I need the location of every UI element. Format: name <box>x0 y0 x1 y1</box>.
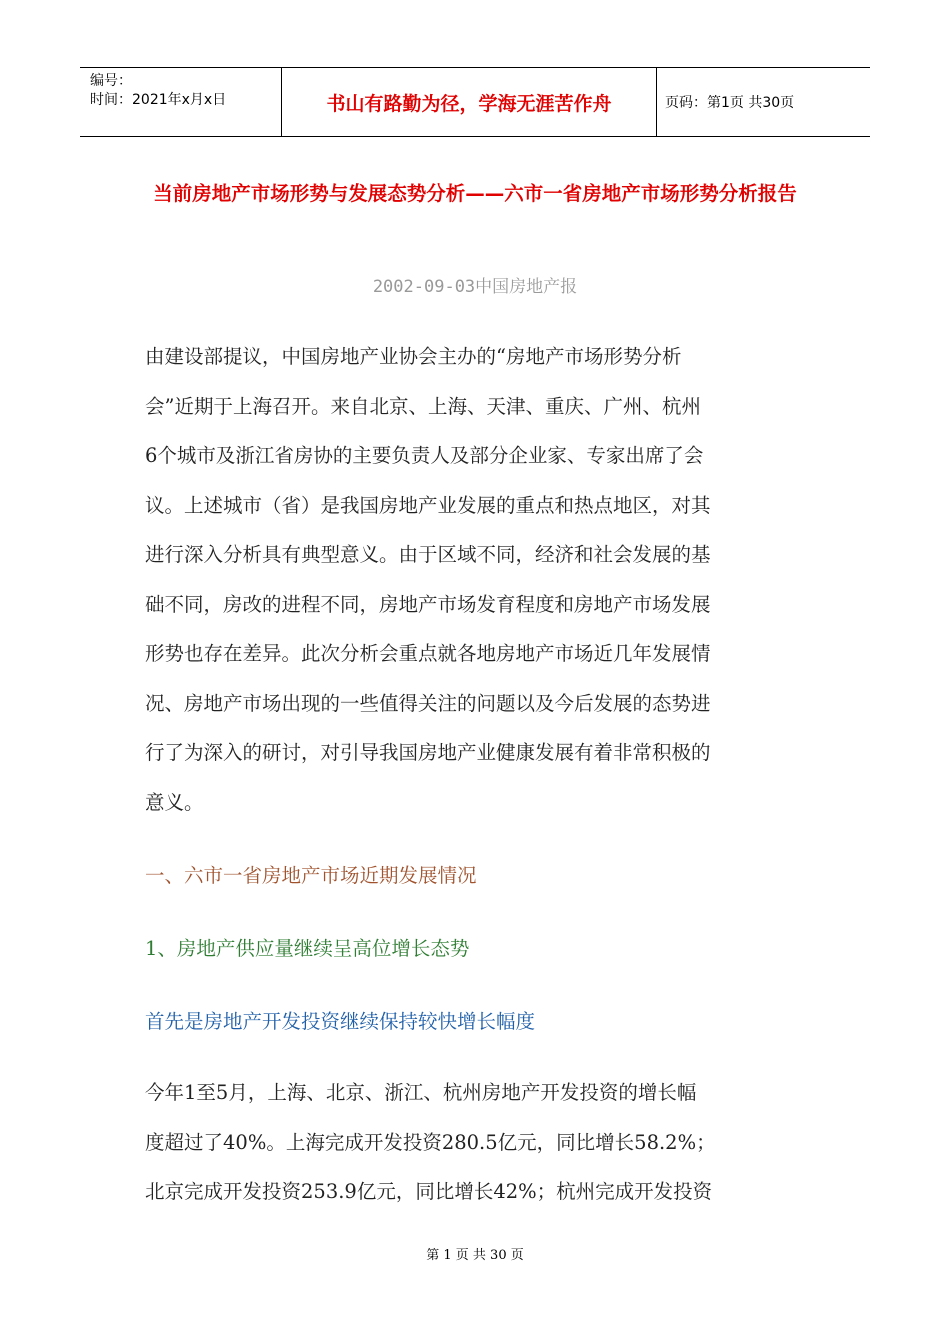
article-title: 当前房地产市场形势与发展态势分析——六市一省房地产市场形势分析报告 <box>153 182 797 205</box>
header-divider <box>656 68 657 136</box>
text-line: 况、房地产市场出现的一些值得关注的问题以及今后发展的态势进 <box>145 691 711 715</box>
text-line: 议。上述城市（省）是我国房地产业发展的重点和热点地区，对其 <box>145 493 711 517</box>
subsection-heading: 1、房地产供应量继续呈高位增长态势 <box>145 937 470 960</box>
time-label: 时间：2021年x月x日 <box>90 92 227 108</box>
text-line: 会”近期于上海召开。来自北京、上海、天津、重庆、广州、杭州 <box>145 394 701 418</box>
header-motto: 书山有路勤为径，学海无涯苦作舟 <box>326 92 612 115</box>
number-label: 编号： <box>90 73 132 89</box>
header-meta <box>90 72 280 110</box>
text-line: 形势也存在差异。此次分析会重点就各地房地产市场近几年发展情 <box>145 642 711 665</box>
text-line: 行了为深入的研讨，对引导我国房地产业健康发展有着非常积极的 <box>145 741 711 764</box>
intro-paragraph <box>145 332 800 827</box>
text-line: 进行深入分析具有典型意义。由于区域不同，经济和社会发展的基 <box>145 543 711 566</box>
text-line: 础不同，房改的进程不同，房地产市场发育程度和房地产市场发展 <box>145 592 711 616</box>
page-footer: 第 1 页 共 30 页 <box>426 1248 524 1263</box>
text-line: 意义。 <box>145 790 204 814</box>
body-paragraph <box>145 1068 800 1217</box>
subsub-heading: 首先是房地产开发投资继续保持较快增长幅度 <box>145 1010 536 1033</box>
text-line: 6个城市及浙江省房协的主要负责人及部分企业家、专家出席了会 <box>145 444 704 467</box>
header-page-info: 页码：第1页 共30页 <box>665 95 795 111</box>
text-line: 北京完成开发投资253.9亿元，同比增长42%；杭州完成开发投资 <box>145 1180 713 1203</box>
article-source: 2002-09-03中国房地产报 <box>372 277 578 297</box>
section-heading: 一、六市一省房地产市场近期发展情况 <box>145 864 477 887</box>
header-table <box>80 67 870 137</box>
text-line: 今年1至5月，上海、北京、浙江、杭州房地产开发投资的增长幅 <box>145 1081 697 1104</box>
text-line: 度超过了40%。上海完成开发投资280.5亿元，同比增长58.2%； <box>145 1130 716 1154</box>
text-line: 由建设部提议，中国房地产业协会主办的“房地产市场形势分析 <box>145 345 682 368</box>
